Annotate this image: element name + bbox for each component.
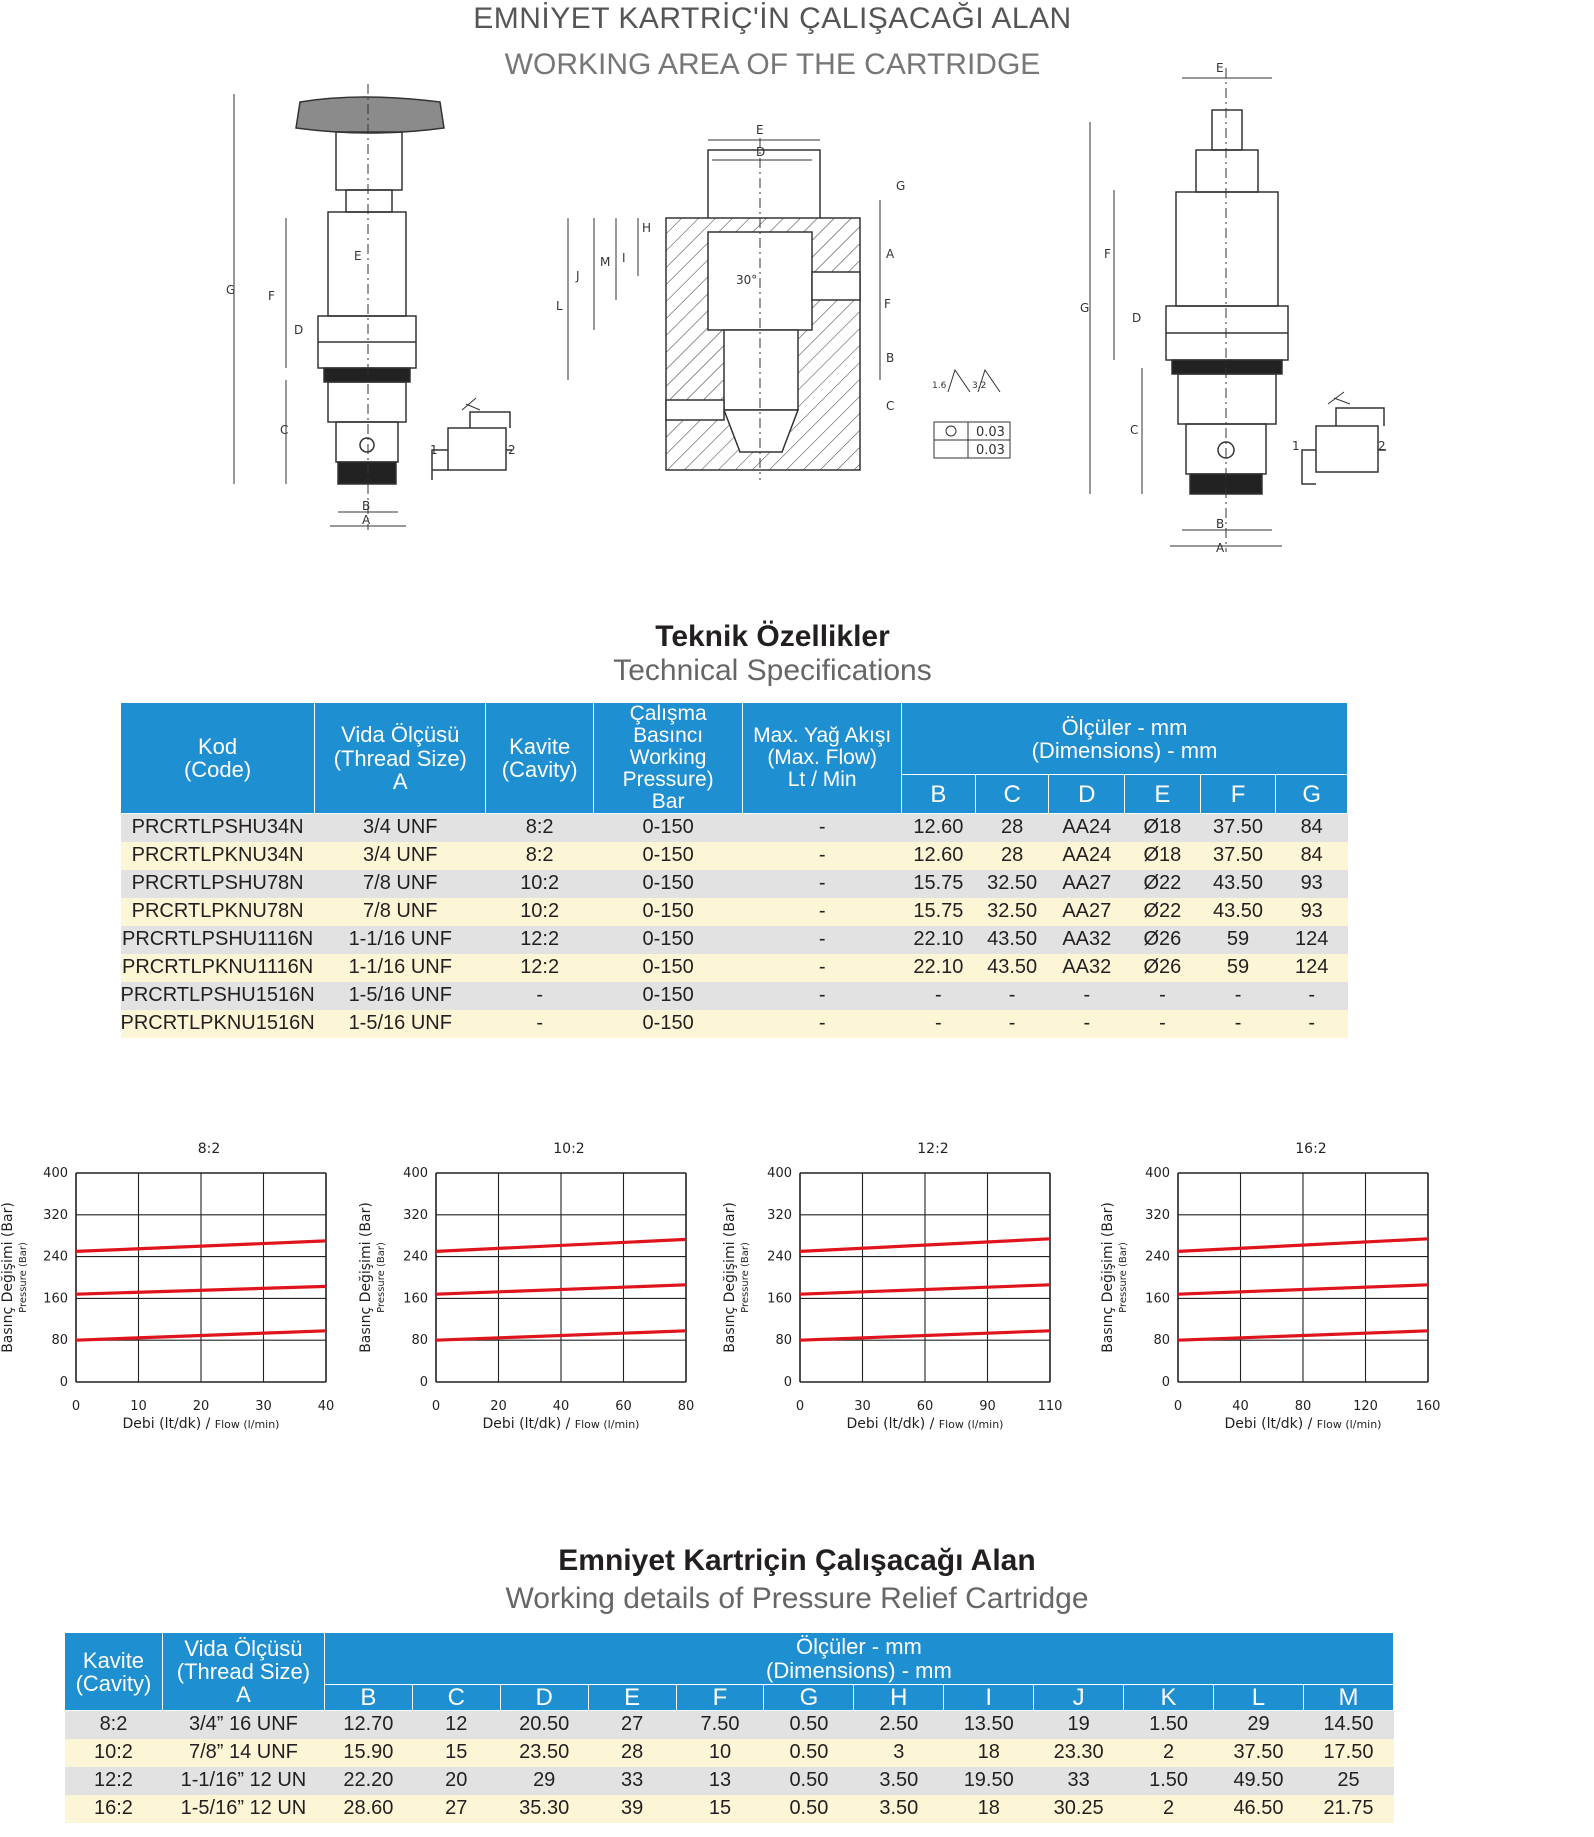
- mid-dim-l: L: [556, 299, 563, 313]
- wd-dim-col-b: B: [324, 1685, 412, 1711]
- table-cell: 27: [588, 1711, 676, 1739]
- left-dim-c: C: [280, 423, 289, 437]
- wd-dim-col-j: J: [1034, 1685, 1124, 1711]
- table-cell: 1-1/16” 12 UN: [162, 1767, 324, 1795]
- x-tick-label: 20: [192, 1399, 210, 1414]
- table-cell: 0-150: [593, 814, 742, 842]
- table-cell: 29: [500, 1767, 588, 1795]
- mid-dim-c: C: [886, 399, 895, 413]
- x-axis-label: Debi (lt/dk) / Flow (l/min): [846, 1416, 1004, 1432]
- mid-dim-a: A: [886, 247, 895, 261]
- col-header-code: Kod (Code): [121, 703, 315, 814]
- table-row: [65, 1711, 1394, 1739]
- mid-dim-i: I: [622, 251, 626, 265]
- wd-dim-col-l: L: [1214, 1685, 1304, 1711]
- table-cell: Ø22: [1125, 870, 1201, 898]
- x-tick-label: 40: [317, 1399, 335, 1414]
- table-cell: AA32: [1049, 954, 1125, 982]
- table-cell: 12.70: [324, 1711, 412, 1739]
- mid-dim-d: D: [756, 145, 766, 159]
- left-dim-g: G: [226, 283, 236, 297]
- table-cell: 29: [1214, 1711, 1304, 1739]
- table-cell: Ø18: [1125, 842, 1201, 870]
- table-cell: 33: [588, 1767, 676, 1795]
- y-axis-sublabel: Pressure (Bar): [1118, 1242, 1129, 1313]
- mid-tolerance-2: 0.03: [976, 443, 1005, 458]
- table-cell: -: [902, 982, 976, 1010]
- table-cell: 2: [1124, 1795, 1214, 1823]
- y-tick-label: 160: [403, 1291, 428, 1307]
- table-cell: -: [1276, 982, 1348, 1010]
- table-cell: 12: [412, 1711, 500, 1739]
- product-code-cell: PRCRTLPKNU78N: [121, 898, 315, 926]
- x-tick-label: 30: [255, 1399, 272, 1414]
- col-header-dimensions: Ölçüler - mm (Dimensions) - mm: [902, 703, 1348, 775]
- y-tick-label: 0: [1161, 1375, 1170, 1390]
- y-tick-label: 400: [1145, 1166, 1170, 1181]
- mid-dim-h: H: [642, 221, 652, 235]
- y-tick-label: 160: [767, 1291, 792, 1307]
- table-cell: 12.60: [902, 842, 976, 870]
- table-cell: 20: [412, 1767, 500, 1795]
- left-port-2: 2: [508, 443, 516, 457]
- table-cell: 10:2: [486, 870, 594, 898]
- table-cell: 28: [588, 1739, 676, 1767]
- table-cell: 93: [1276, 898, 1348, 926]
- right-dim-b: B: [1216, 517, 1225, 531]
- table-cell: -: [743, 1010, 902, 1038]
- mid-dim-g: G: [896, 179, 906, 193]
- y-axis-label: Basınç Değişimi (Bar): [722, 1202, 738, 1353]
- wd-dim-col-i: I: [944, 1685, 1034, 1711]
- table-cell: 21.75: [1303, 1795, 1393, 1823]
- table-cell: Ø26: [1125, 954, 1201, 982]
- table-cell: 23.50: [500, 1739, 588, 1767]
- table-cell: Ø26: [1125, 926, 1201, 954]
- x-tick-label: 0: [795, 1399, 805, 1414]
- wd-dim-col-d: D: [500, 1685, 588, 1711]
- table-cell: 8:2: [486, 814, 594, 842]
- table-cell: 59: [1200, 926, 1276, 954]
- product-code-cell: PRCRTLPSHU78N: [121, 870, 315, 898]
- y-tick-label: 320: [43, 1207, 68, 1223]
- right-cartridge-drawing: [1090, 68, 1288, 552]
- working-details-title-tr: Emniyet Kartriçin Çalışacağı Alan: [558, 1544, 1036, 1577]
- left-dim-d: D: [294, 323, 304, 337]
- table-cell: 22.10: [902, 954, 976, 982]
- table-cell: AA27: [1049, 870, 1125, 898]
- x-tick-label: 0: [71, 1399, 81, 1414]
- table-cell: 12:2: [486, 926, 594, 954]
- working-details-title-en: Working details of Pressure Relief Cartridge: [505, 1582, 1089, 1615]
- table-cell: 7/8 UNF: [315, 870, 486, 898]
- wd-dim-col-c: C: [412, 1685, 500, 1711]
- wd-header-dimensions: Ölçüler - mm (Dimensions) - mm: [324, 1633, 1393, 1685]
- table-cell: 30.25: [1034, 1795, 1124, 1823]
- table-cell: -: [902, 1010, 976, 1038]
- table-cell: 0-150: [593, 982, 742, 1010]
- table-cell: -: [743, 926, 902, 954]
- table-cell: 15: [676, 1795, 764, 1823]
- y-tick-label: 160: [43, 1291, 68, 1307]
- table-cell: 0-150: [593, 926, 742, 954]
- right-valve-symbol: [1302, 392, 1386, 484]
- y-axis-sublabel: Pressure (Bar): [740, 1242, 751, 1313]
- wd-dim-col-h: H: [854, 1685, 944, 1711]
- y-tick-label: 240: [43, 1249, 68, 1265]
- middle-cavity-drawing: [568, 138, 1010, 480]
- y-axis-sublabel: Pressure (Bar): [376, 1242, 387, 1313]
- table-cell: 124: [1276, 926, 1348, 954]
- table-row: [121, 898, 1348, 926]
- table-cell: 43.50: [1200, 898, 1276, 926]
- table-cell: -: [1276, 1010, 1348, 1038]
- page-title-en: WORKING AREA OF THE CARTRIDGE: [504, 48, 1041, 81]
- y-tick-label: 0: [419, 1375, 428, 1390]
- x-tick-label: 40: [1232, 1399, 1249, 1414]
- product-code-cell: PRCRTLPKNU34N: [121, 842, 315, 870]
- table-cell: 84: [1276, 842, 1348, 870]
- table-cell: 16:2: [65, 1795, 163, 1823]
- table-cell: 3.50: [854, 1767, 944, 1795]
- wd-dim-col-f: F: [676, 1685, 764, 1711]
- y-axis-sublabel: Pressure (Bar): [18, 1242, 29, 1313]
- table-cell: 37.50: [1200, 842, 1276, 870]
- table-cell: 0-150: [593, 842, 742, 870]
- table-cell: -: [743, 954, 902, 982]
- table-cell: 39: [588, 1795, 676, 1823]
- table-cell: 3/4 UNF: [315, 842, 486, 870]
- right-dim-g: G: [1080, 301, 1090, 315]
- table-cell: 28: [975, 842, 1049, 870]
- table-cell: 15.90: [324, 1739, 412, 1767]
- y-tick-label: 400: [403, 1166, 428, 1181]
- table-cell: 8:2: [486, 842, 594, 870]
- mid-dim-f: F: [884, 297, 891, 311]
- page-title-tr: EMNİYET KARTRİÇ'İN ÇALIŞACAĞI ALAN: [473, 2, 1072, 35]
- left-port-1: 1: [430, 443, 438, 457]
- col-header-cavity: Kavite (Cavity): [486, 703, 594, 814]
- mid-roughness-2: 3.2: [972, 381, 987, 391]
- right-dim-c: C: [1130, 423, 1139, 437]
- tech-specs-title-en: Technical Specifications: [613, 654, 932, 687]
- right-dim-a: A: [1216, 541, 1225, 555]
- table-cell: 43.50: [1200, 870, 1276, 898]
- table-cell: 0-150: [593, 954, 742, 982]
- y-tick-label: 240: [403, 1249, 428, 1265]
- table-cell: 25: [1303, 1767, 1393, 1795]
- chart-title: 8:2: [197, 1141, 221, 1157]
- mid-dim-m: M: [600, 255, 611, 269]
- mid-dim-b: B: [886, 351, 895, 365]
- wd-dim-col-g: G: [764, 1685, 854, 1711]
- product-code-cell: PRCRTLPSHU1116N: [121, 926, 315, 954]
- table-cell: -: [743, 842, 902, 870]
- product-code-cell: PRCRTLPKNU1116N: [121, 954, 315, 982]
- chart-2: [722, 1135, 1062, 1435]
- table-cell: -: [1125, 982, 1201, 1010]
- dim-col-b: B: [902, 775, 976, 814]
- chart-title: 16:2: [1295, 1141, 1327, 1157]
- table-cell: 0.50: [764, 1795, 854, 1823]
- table-row: [65, 1767, 1394, 1795]
- pressure-flow-charts: [0, 1135, 1440, 1435]
- x-axis-label: Debi (lt/dk) / Flow (l/min): [482, 1416, 640, 1432]
- table-cell: -: [486, 1010, 594, 1038]
- right-dim-d: D: [1132, 311, 1142, 325]
- wd-header-cavity: Kavite (Cavity): [65, 1633, 163, 1711]
- table-cell: 1-1/16 UNF: [315, 926, 486, 954]
- wd-dim-col-k: K: [1124, 1685, 1214, 1711]
- table-cell: -: [1049, 982, 1125, 1010]
- right-dim-f: F: [1104, 247, 1111, 261]
- table-cell: 10:2: [486, 898, 594, 926]
- y-tick-label: 80: [411, 1333, 428, 1349]
- table-cell: 22.10: [902, 926, 976, 954]
- dim-col-d: D: [1049, 775, 1125, 814]
- table-row: [121, 1010, 1348, 1038]
- table-cell: 14.50: [1303, 1711, 1393, 1739]
- table-cell: Ø22: [1125, 898, 1201, 926]
- table-cell: -: [975, 982, 1049, 1010]
- table-row: [121, 982, 1348, 1010]
- table-row: [65, 1795, 1394, 1823]
- left-valve-symbol: [432, 398, 512, 480]
- table-cell: AA27: [1049, 898, 1125, 926]
- y-tick-label: 80: [1153, 1333, 1170, 1349]
- mid-dim-e: E: [756, 123, 764, 137]
- table-cell: 20.50: [500, 1711, 588, 1739]
- table-cell: 10:2: [65, 1739, 163, 1767]
- table-cell: 10: [676, 1739, 764, 1767]
- table-row: [121, 954, 1348, 982]
- x-tick-label: 20: [490, 1399, 507, 1414]
- table-cell: 1.50: [1124, 1711, 1214, 1739]
- table-cell: 15.75: [902, 898, 976, 926]
- table-cell: 3.50: [854, 1795, 944, 1823]
- dim-col-e: E: [1125, 775, 1201, 814]
- table-row: [121, 842, 1348, 870]
- table-cell: -: [1200, 982, 1276, 1010]
- y-tick-label: 240: [1145, 1249, 1170, 1265]
- table-cell: -: [743, 870, 902, 898]
- col-header-flow: Max. Yağ Akışı (Max. Flow) Lt / Min: [743, 703, 902, 814]
- table-cell: -: [743, 898, 902, 926]
- x-tick-label: 30: [854, 1399, 871, 1414]
- table-cell: -: [975, 1010, 1049, 1038]
- dim-col-f: F: [1200, 775, 1276, 814]
- product-code-cell: PRCRTLPSHU34N: [121, 814, 315, 842]
- y-axis-label: Basınç Değişimi (Bar): [358, 1202, 374, 1353]
- tech-specs-table: [120, 702, 1348, 1038]
- table-cell: 19: [1034, 1711, 1124, 1739]
- table-cell: -: [743, 982, 902, 1010]
- table-cell: -: [743, 814, 902, 842]
- table-cell: AA24: [1049, 842, 1125, 870]
- table-cell: 22.20: [324, 1767, 412, 1795]
- table-row: [121, 926, 1348, 954]
- mid-dim-j: J: [576, 269, 580, 283]
- x-tick-label: 40: [552, 1399, 570, 1414]
- table-cell: 0.50: [764, 1767, 854, 1795]
- chart-title: 12:2: [917, 1141, 949, 1157]
- table-cell: 18: [944, 1739, 1034, 1767]
- table-cell: 0-150: [593, 870, 742, 898]
- x-tick-label: 10: [130, 1399, 147, 1414]
- table-cell: 17.50: [1303, 1739, 1393, 1767]
- y-tick-label: 80: [51, 1333, 68, 1349]
- x-axis-label: Debi (lt/dk) / Flow (l/min): [122, 1416, 280, 1432]
- table-cell: -: [1200, 1010, 1276, 1038]
- table-cell: Ø18: [1125, 814, 1201, 842]
- y-tick-label: 160: [1145, 1291, 1170, 1307]
- col-header-thread: Vida Ölçüsü (Thread Size) A: [315, 703, 486, 814]
- table-cell: 15: [412, 1739, 500, 1767]
- x-tick-label: 80: [1294, 1399, 1312, 1414]
- table-cell: 8:2: [65, 1711, 163, 1739]
- table-cell: 0.50: [764, 1739, 854, 1767]
- table-cell: 18: [944, 1795, 1034, 1823]
- table-cell: 7.50: [676, 1711, 764, 1739]
- table-cell: 28: [975, 814, 1049, 842]
- y-axis-label: Basınç Değişimi (Bar): [1100, 1202, 1116, 1353]
- x-axis-label: Debi (lt/dk) / Flow (l/min): [1224, 1416, 1382, 1432]
- table-cell: 35.30: [500, 1795, 588, 1823]
- x-tick-label: 0: [1173, 1399, 1183, 1414]
- y-tick-label: 320: [1145, 1207, 1170, 1223]
- chart-1: [358, 1135, 698, 1435]
- table-cell: 33: [1034, 1767, 1124, 1795]
- table-cell: 84: [1276, 814, 1348, 842]
- dim-col-g: G: [1276, 775, 1348, 814]
- table-row: [121, 870, 1348, 898]
- table-cell: 43.50: [975, 926, 1049, 954]
- table-cell: 3/4 UNF: [315, 814, 486, 842]
- table-cell: -: [1125, 1010, 1201, 1038]
- right-dim-e: E: [1216, 61, 1224, 75]
- table-cell: 2: [1124, 1739, 1214, 1767]
- col-header-pressure: Çalışma Basıncı Working Pressure) Bar: [593, 703, 742, 814]
- table-cell: 0-150: [593, 1010, 742, 1038]
- table-cell: 93: [1276, 870, 1348, 898]
- table-cell: 13.50: [944, 1711, 1034, 1739]
- table-cell: 3/4” 16 UNF: [162, 1711, 324, 1739]
- table-cell: 59: [1200, 954, 1276, 982]
- table-cell: 1-5/16” 12 UN: [162, 1795, 324, 1823]
- table-cell: -: [486, 982, 594, 1010]
- x-tick-label: 110: [1037, 1399, 1063, 1414]
- wd-header-thread: Vida Ölçüsü (Thread Size) A: [162, 1633, 324, 1711]
- left-dim-b: B: [362, 499, 371, 513]
- y-axis-label: Basınç Değişimi (Bar): [0, 1202, 16, 1353]
- y-tick-label: 320: [403, 1207, 428, 1223]
- table-cell: 23.30: [1034, 1739, 1124, 1767]
- y-tick-label: 0: [59, 1375, 68, 1390]
- table-cell: AA32: [1049, 926, 1125, 954]
- y-tick-label: 0: [783, 1375, 792, 1390]
- wd-dim-col-m: M: [1303, 1685, 1393, 1711]
- y-tick-label: 320: [767, 1207, 792, 1223]
- chart-3: [1100, 1135, 1440, 1435]
- table-row: [65, 1739, 1394, 1767]
- left-dim-e: E: [354, 249, 362, 263]
- table-cell: AA24: [1049, 814, 1125, 842]
- table-cell: 15.75: [902, 870, 976, 898]
- table-cell: 32.50: [975, 898, 1049, 926]
- table-cell: 37.50: [1200, 814, 1276, 842]
- y-tick-label: 400: [43, 1166, 68, 1181]
- x-tick-label: 0: [431, 1399, 441, 1414]
- mid-angle-30: 30°: [736, 273, 758, 287]
- wd-dim-col-e: E: [588, 1685, 676, 1711]
- table-cell: 13: [676, 1767, 764, 1795]
- table-cell: 49.50: [1214, 1767, 1304, 1795]
- table-cell: 1-1/16 UNF: [315, 954, 486, 982]
- x-tick-label: 60: [615, 1399, 632, 1414]
- table-cell: 1.50: [1124, 1767, 1214, 1795]
- table-cell: 12:2: [65, 1767, 163, 1795]
- table-cell: 43.50: [975, 954, 1049, 982]
- table-cell: 19.50: [944, 1767, 1034, 1795]
- table-cell: 3: [854, 1739, 944, 1767]
- mid-tolerance-1: 0.03: [976, 425, 1005, 440]
- y-tick-label: 240: [767, 1249, 792, 1265]
- product-code-cell: PRCRTLPKNU1516N: [121, 1010, 315, 1038]
- table-cell: 7/8” 14 UNF: [162, 1739, 324, 1767]
- x-tick-label: 80: [677, 1399, 695, 1414]
- table-cell: 0-150: [593, 898, 742, 926]
- working-details-table: [64, 1632, 1394, 1823]
- right-port-2: 2: [1378, 439, 1386, 453]
- x-tick-label: 60: [916, 1399, 934, 1414]
- table-cell: 37.50: [1214, 1739, 1304, 1767]
- dim-col-c: C: [975, 775, 1049, 814]
- table-cell: 27: [412, 1795, 500, 1823]
- table-cell: 0.50: [764, 1711, 854, 1739]
- table-cell: 1-5/16 UNF: [315, 982, 486, 1010]
- chart-0: [0, 1135, 340, 1435]
- table-cell: 12:2: [486, 954, 594, 982]
- y-tick-label: 80: [775, 1333, 792, 1349]
- left-cartridge-drawing: [234, 84, 444, 530]
- table-cell: 12.60: [902, 814, 976, 842]
- x-tick-label: 160: [1415, 1399, 1441, 1414]
- table-cell: 46.50: [1214, 1795, 1304, 1823]
- left-dim-f: F: [268, 289, 275, 303]
- table-cell: 2.50: [854, 1711, 944, 1739]
- tech-specs-title-tr: Teknik Özellikler: [655, 620, 890, 653]
- table-cell: 1-5/16 UNF: [315, 1010, 486, 1038]
- chart-title: 10:2: [553, 1141, 585, 1157]
- y-tick-label: 400: [767, 1166, 792, 1181]
- x-tick-label: 120: [1353, 1399, 1378, 1414]
- table-row: [121, 814, 1348, 842]
- x-tick-label: 90: [979, 1399, 996, 1414]
- mid-roughness-1: 1.6: [932, 381, 947, 391]
- right-port-1: 1: [1292, 439, 1300, 453]
- left-dim-a: A: [362, 513, 371, 527]
- product-code-cell: PRCRTLPSHU1516N: [121, 982, 315, 1010]
- table-cell: 28.60: [324, 1795, 412, 1823]
- table-cell: -: [1049, 1010, 1125, 1038]
- table-cell: 124: [1276, 954, 1348, 982]
- table-cell: 32.50: [975, 870, 1049, 898]
- table-cell: 7/8 UNF: [315, 898, 486, 926]
